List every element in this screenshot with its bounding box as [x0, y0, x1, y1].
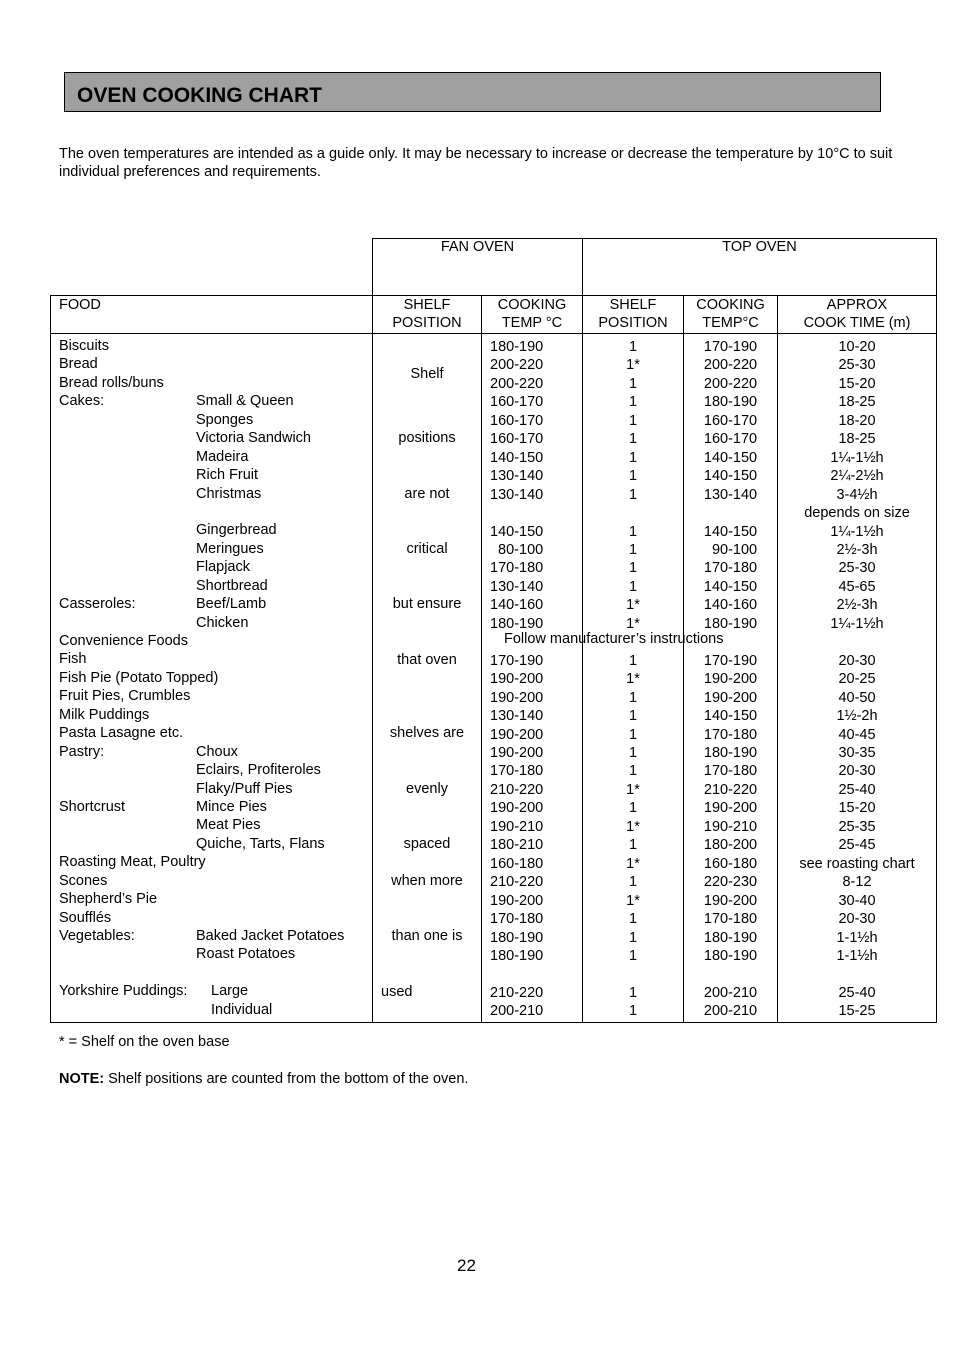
fan-temp-cell: 180-190	[490, 615, 544, 632]
fan-temp-cell: 190-200	[490, 800, 544, 817]
top-shelf-cell: 1*	[626, 615, 640, 632]
food-row	[51, 836, 372, 854]
top-shelf-cell: 1	[628, 947, 638, 964]
food-name: Bread rolls/buns	[59, 374, 164, 391]
fan-shelf-note: evenly	[406, 780, 448, 797]
cook-time-cell: 3-4½h	[836, 486, 878, 503]
top-temp-cell: 160-170	[703, 412, 758, 429]
fan-shelf-note: used	[381, 983, 413, 1000]
top-shelf-cell	[583, 504, 683, 522]
top-temp-cell	[684, 965, 777, 983]
food-name: Cakes:	[59, 393, 105, 410]
header-blank	[51, 239, 373, 296]
page-number: 22	[457, 1256, 476, 1275]
fan-temp-cell: 170-190	[490, 652, 544, 669]
top-shelf-cell: 1*	[626, 892, 640, 909]
cook-time-cell: see roasting chart	[799, 855, 915, 872]
top-temp-cell: 190-210	[703, 818, 758, 835]
fan-temp-cell: 130-140	[490, 578, 544, 595]
top-temp-cell: 160-170	[703, 431, 758, 448]
cook-time-cell: 20-30	[838, 763, 876, 780]
cook-time-cell: 15-25	[838, 1003, 876, 1020]
cook-time-cell: 25-35	[838, 818, 876, 835]
fan-temp-cell: 210-220	[490, 874, 544, 891]
cook-time-cell: 25-40	[838, 781, 876, 798]
fan-temp-cell: 200-220	[490, 375, 544, 392]
fan-temp-cell: 160-170	[490, 431, 544, 448]
fan-temp-cell: 80-100	[490, 541, 544, 558]
header-food: FOOD	[51, 296, 373, 334]
food-name: Roasting Meat, Poultry	[59, 854, 206, 871]
top-temp-cell: 180-190	[703, 744, 758, 761]
food-row	[51, 596, 372, 614]
cook-time-cell: 10-20	[838, 339, 876, 355]
cook-time-cell: 40-45	[838, 726, 876, 743]
top-temp-cell: 180-190	[703, 929, 758, 946]
cook-time-cell: 1½-2h	[836, 708, 878, 725]
food-row	[51, 504, 372, 522]
top-shelf-cell: 1	[628, 1003, 638, 1020]
food-row	[51, 762, 372, 780]
top-shelf-cell: 1*	[626, 781, 640, 798]
fan-shelf-note: than one is	[391, 928, 463, 945]
food-name: Bread	[59, 356, 98, 373]
food-row	[51, 467, 372, 485]
cook-time-cell: 45-65	[838, 578, 876, 595]
top-shelf-cell: 1	[628, 837, 638, 854]
top-temp-cell: 140-150	[703, 449, 758, 466]
food-name: Fish Pie (Potato Topped)	[59, 669, 219, 686]
fan-temp-cell: 190-210	[490, 818, 544, 835]
food-row	[51, 799, 372, 817]
cooking-chart-table	[50, 238, 937, 1023]
food-row	[51, 615, 372, 633]
header-top-oven: TOP OVEN	[583, 239, 937, 296]
fan-temp-cell: 190-200	[490, 671, 544, 688]
fan-temp-cell: 190-200	[490, 726, 544, 743]
fan-temp-cell: 170-180	[490, 911, 544, 928]
top-temp-cell: 180-190	[703, 615, 758, 632]
top-shelf-cell: 1	[628, 560, 638, 577]
fan-temp-cell: 200-220	[490, 357, 544, 374]
top-temp-cell: 160-180	[703, 855, 758, 872]
top-temp-cell: 140-150	[703, 708, 758, 725]
food-name: Pastry:	[59, 743, 105, 760]
fan-shelf-note: but ensure	[392, 596, 462, 613]
top-shelf-column	[583, 334, 684, 1023]
top-shelf-cell: 1	[628, 726, 638, 743]
cook-time-cell	[778, 965, 936, 983]
footnote: * = Shelf on the oven base	[59, 1034, 230, 1050]
fan-shelf-note: are not	[404, 485, 450, 502]
food-row	[51, 817, 372, 835]
cook-time-cell: 20-30	[838, 652, 876, 669]
food-row	[51, 670, 372, 688]
food-name: Shepherd’s Pie	[59, 891, 158, 908]
top-temp-cell	[684, 504, 777, 522]
food-row	[51, 1002, 372, 1020]
top-shelf-cell: 1	[628, 984, 638, 1001]
food-subtype: Shortbread	[196, 577, 268, 594]
top-temp-cell: 140-150	[703, 468, 758, 485]
food-subtype: Chicken	[196, 614, 249, 631]
top-temp-cell: 200-210	[703, 1003, 758, 1020]
top-temp-cell: 130-140	[703, 486, 758, 503]
food-row	[51, 707, 372, 725]
food-row	[51, 744, 372, 762]
fan-temp-column	[482, 334, 583, 1023]
cook-time-cell: 18-20	[838, 412, 876, 429]
fan-temp-cell: 210-220	[490, 984, 544, 1001]
top-shelf-cell: 1	[628, 874, 638, 891]
top-shelf-cell: 1	[628, 708, 638, 725]
food-row	[51, 522, 372, 540]
fan-temp-cell: 190-200	[490, 689, 544, 706]
top-shelf-cell: 1	[628, 652, 638, 669]
cook-time-cell: 40-50	[838, 689, 876, 706]
top-shelf-cell: 1	[628, 431, 638, 448]
food-row	[51, 983, 372, 1001]
food-subtype: Meat Pies	[196, 817, 261, 834]
fan-temp-cell: 160-170	[490, 394, 544, 411]
cook-time-cell	[778, 633, 936, 651]
title-bar	[64, 72, 881, 112]
span-instruction: Follow manufacturer’s instructions	[504, 631, 724, 648]
top-shelf-cell: 1*	[626, 818, 640, 835]
fan-shelf-note: critical	[406, 540, 448, 557]
cook-time-cell: 1-1½h	[836, 947, 878, 964]
food-row	[51, 928, 372, 946]
fan-temp-cell: 180-190	[490, 947, 544, 964]
note-text: Shelf positions are counted from the bottom of the oven.	[104, 1071, 469, 1087]
top-temp-cell: 200-220	[703, 357, 758, 374]
food-subtype: Mince Pies	[196, 798, 267, 815]
top-shelf-cell: 1	[628, 763, 638, 780]
note-label: NOTE:	[59, 1071, 105, 1087]
food-subtype: Quiche, Tarts, Flans	[196, 835, 325, 852]
top-shelf-cell: 1	[628, 394, 638, 411]
top-shelf-cell: 1	[628, 523, 638, 540]
food-subtype: Roast Potatoes	[196, 946, 296, 963]
top-temp-cell: 200-220	[703, 375, 758, 392]
top-shelf-cell: 1	[628, 339, 638, 355]
food-subtype: Gingerbread	[196, 522, 277, 539]
fan-shelf-note: when more	[391, 873, 463, 890]
food-name: Pasta Lasagne etc.	[59, 725, 184, 742]
food-name: Soufflés	[59, 909, 112, 926]
header-top-temp: COOKING TEMP°C	[684, 296, 778, 334]
food-name: Convenience Foods	[59, 633, 188, 649]
food-row	[51, 725, 372, 743]
fan-shelf-note: spaced	[403, 836, 451, 853]
top-temp-cell: 220-230	[703, 874, 758, 891]
top-temp-cell: 180-190	[703, 394, 758, 411]
header-cook-time: APPROX COOK TIME (m)	[778, 296, 937, 334]
food-name: Scones	[59, 872, 108, 889]
food-row	[51, 891, 372, 909]
top-temp-cell: 170-190	[703, 339, 758, 355]
food-name: Casseroles:	[59, 596, 136, 613]
food-row	[51, 486, 372, 504]
fan-temp-cell: 170-180	[490, 763, 544, 780]
food-subtype: Large	[211, 983, 249, 1000]
food-row	[51, 965, 372, 983]
fan-temp-cell: 210-220	[490, 781, 544, 798]
fan-temp-cell	[490, 965, 582, 983]
food-name: Fruit Pies, Crumbles	[59, 688, 191, 705]
food-subtype: Sponges	[196, 411, 254, 428]
top-temp-cell: 170-180	[703, 560, 758, 577]
fan-temp-cell: 190-200	[490, 744, 544, 761]
top-temp-cell: 90-100	[703, 541, 758, 558]
top-temp-cell: 170-180	[703, 726, 758, 743]
intro-paragraph	[59, 145, 899, 181]
food-subtype: Madeira	[196, 448, 249, 465]
top-shelf-cell: 1	[628, 375, 638, 392]
top-temp-cell: 140-150	[703, 523, 758, 540]
fan-temp-cell: 160-170	[490, 412, 544, 429]
food-subtype: Flaky/Puff Pies	[196, 780, 293, 797]
top-temp-cell: 210-220	[703, 781, 758, 798]
fan-shelf-note: that oven	[397, 651, 457, 668]
top-temp-cell: 140-150	[703, 578, 758, 595]
food-row	[51, 541, 372, 559]
food-row	[51, 559, 372, 577]
fan-temp-cell: 190-200	[490, 892, 544, 909]
food-subtype: Flapjack	[196, 559, 250, 576]
cook-time-cell: 8-12	[842, 874, 872, 891]
food-subtype: Christmas	[196, 485, 262, 502]
fan-shelf-column	[373, 334, 482, 1023]
fan-temp-cell: 130-140	[490, 486, 544, 503]
food-row	[51, 651, 372, 669]
top-temp-cell: 170-180	[703, 911, 758, 928]
fan-shelf-note: Shelf	[410, 365, 444, 382]
top-temp-cell: 190-200	[703, 689, 758, 706]
cook-time-cell: 1¼-1½h	[830, 523, 884, 540]
cook-time-cell: 25-45	[838, 837, 876, 854]
top-temp-cell: 190-200	[703, 800, 758, 817]
page-title: OVEN COOKING CHART	[77, 84, 323, 107]
cook-time-cell: 30-40	[838, 892, 876, 909]
top-shelf-cell: 1	[628, 486, 638, 503]
top-shelf-cell: 1	[628, 578, 638, 595]
food-row	[51, 854, 372, 872]
cook-time-cell: 1¼-1½h	[830, 449, 884, 466]
food-row	[51, 688, 372, 706]
food-row	[51, 633, 372, 651]
cook-time-cell: 18-25	[838, 394, 876, 411]
top-shelf-cell: 1	[628, 689, 638, 706]
fan-temp-cell: 180-190	[490, 929, 544, 946]
top-shelf-cell: 1	[628, 929, 638, 946]
top-shelf-cell: 1*	[626, 597, 640, 614]
food-name: Vegetables:	[59, 928, 135, 944]
food-name: Fish	[59, 651, 87, 668]
fan-shelf-note: positions	[398, 430, 456, 447]
food-subtype: Meringues	[196, 540, 264, 557]
top-temp-cell: 180-190	[703, 947, 758, 964]
fan-temp-cell: 170-180	[490, 560, 544, 577]
top-shelf-cell: 1	[628, 744, 638, 761]
fan-temp-cell: 130-140	[490, 708, 544, 725]
cook-time-cell: 25-30	[838, 357, 876, 374]
cook-time-cell: 25-30	[838, 560, 876, 577]
cook-time-cell: 2½-3h	[836, 597, 878, 614]
header-fan-shelf: SHELF POSITION	[373, 296, 482, 334]
cook-time-cell: 1¼-1½h	[830, 615, 884, 632]
fan-shelf-note: shelves are	[389, 725, 465, 742]
note	[59, 1071, 468, 1087]
fan-temp-cell: 140-150	[490, 523, 544, 540]
cook-time-cell: 25-40	[838, 984, 876, 1001]
food-subtype: Baked Jacket Potatoes	[196, 928, 345, 944]
top-shelf-cell: 1	[628, 468, 638, 485]
header-fan-temp: COOKING TEMP °C	[482, 296, 583, 334]
food-row	[51, 946, 372, 964]
food-row	[51, 910, 372, 928]
food-row	[51, 449, 372, 467]
food-subtype: Choux	[196, 743, 238, 760]
top-temp-cell: 190-200	[703, 892, 758, 909]
food-subtype: Small & Queen	[196, 393, 294, 410]
fan-temp-cell: 200-210	[490, 1003, 544, 1020]
food-name: Biscuits	[59, 338, 109, 354]
fan-temp-cell: 160-180	[490, 855, 544, 872]
food-name: Milk Puddings	[59, 706, 150, 723]
top-shelf-cell: 1	[628, 541, 638, 558]
food-subtype: Individual	[211, 1001, 273, 1018]
cook-time-column	[778, 334, 937, 1023]
top-temp-cell: 200-210	[703, 984, 758, 1001]
food-row	[51, 873, 372, 891]
header-row-groups	[51, 239, 937, 296]
fan-temp-cell: 140-150	[490, 449, 544, 466]
cook-time-cell: 15-20	[838, 375, 876, 392]
food-row	[51, 338, 372, 356]
fan-temp-cell	[490, 504, 582, 522]
header-fan-oven: FAN OVEN	[373, 239, 583, 296]
top-shelf-cell: 1*	[626, 671, 640, 688]
fan-temp-cell: 180-190	[490, 339, 544, 355]
fan-temp-cell: 180-210	[490, 837, 544, 854]
fan-temp-cell: 130-140	[490, 468, 544, 485]
food-subtype: Eclairs, Profiteroles	[196, 762, 321, 779]
cook-time-cell: 20-25	[838, 671, 876, 688]
food-row	[51, 412, 372, 430]
top-shelf-cell: 1*	[626, 357, 640, 374]
cook-time-cell: 15-20	[838, 800, 876, 817]
fan-temp-cell: 140-160	[490, 597, 544, 614]
food-row	[51, 375, 372, 393]
food-subtype: Beef/Lamb	[196, 596, 267, 613]
top-shelf-cell: 1	[628, 911, 638, 928]
food-column	[51, 334, 373, 1023]
header-row-columns	[51, 296, 937, 334]
food-row	[51, 430, 372, 448]
cook-time-cell: 2¼-2½h	[830, 468, 884, 485]
top-temp-cell: 170-190	[703, 652, 758, 669]
food-name: Shortcrust	[59, 798, 126, 815]
food-row	[51, 393, 372, 411]
top-shelf-cell: 1	[628, 449, 638, 466]
top-shelf-cell: 1	[628, 412, 638, 429]
cook-time-cell: 1-1½h	[836, 929, 878, 946]
top-temp-column	[684, 334, 778, 1023]
top-temp-cell: 190-200	[703, 671, 758, 688]
cook-time-cell: 2½-3h	[836, 541, 878, 558]
food-row	[51, 356, 372, 374]
cook-time-cell: 30-35	[838, 744, 876, 761]
top-shelf-cell	[583, 965, 683, 983]
food-subtype: Rich Fruit	[196, 467, 259, 484]
top-temp-cell: 140-160	[703, 597, 758, 614]
food-subtype: Victoria Sandwich	[196, 430, 311, 447]
cook-time-cell: 18-25	[838, 431, 876, 448]
top-shelf-cell: 1	[628, 800, 638, 817]
food-row	[51, 781, 372, 799]
intro-text: The oven temperatures are intended as a guide only. It may be necessary to increase or decrease the temperature by 10°C to suit individual preferences and requirements.	[59, 146, 893, 180]
cook-time-cell: depends on size	[804, 505, 910, 522]
food-name: Yorkshire Puddings:	[59, 983, 188, 1000]
top-shelf-cell: 1*	[626, 855, 640, 872]
header-top-shelf: SHELF POSITION	[583, 296, 684, 334]
top-temp-cell: 180-200	[703, 837, 758, 854]
food-row	[51, 578, 372, 596]
top-temp-cell: 170-180	[703, 763, 758, 780]
body-row	[51, 334, 937, 1023]
cook-time-cell: 20-30	[838, 911, 876, 928]
